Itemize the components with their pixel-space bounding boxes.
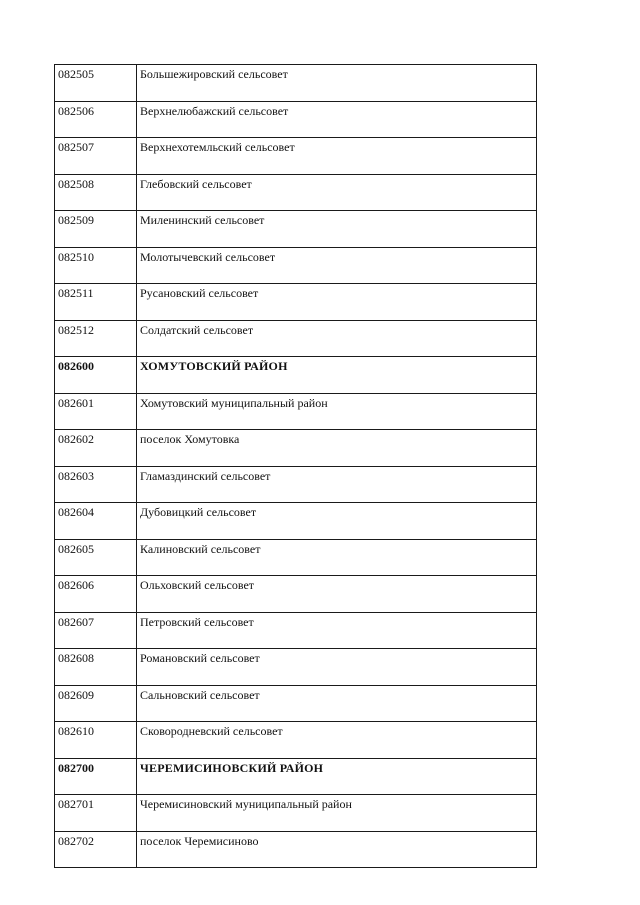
table-row: [55, 722, 537, 759]
table-row: [55, 831, 537, 868]
district-header-row: [55, 758, 537, 795]
table-row: [55, 685, 537, 722]
district-name: ХОМУТОВСКИЙ РАЙОН: [137, 357, 537, 394]
row-code: 082608: [55, 649, 137, 686]
row-name: Ольховский сельсовет: [137, 576, 537, 613]
row-name: Миленинский сельсовет: [137, 211, 537, 248]
table-row: [55, 393, 537, 430]
row-name: Русановский сельсовет: [137, 284, 537, 321]
row-name: поселок Черемисиново: [137, 831, 537, 868]
row-name: Верхнелюбажский сельсовет: [137, 101, 537, 138]
row-code: 082604: [55, 503, 137, 540]
row-code: 082607: [55, 612, 137, 649]
row-code: 082511: [55, 284, 137, 321]
row-name: Гламаздинский сельсовет: [137, 466, 537, 503]
table-row: [55, 101, 537, 138]
row-code: 082601: [55, 393, 137, 430]
row-code: 082506: [55, 101, 137, 138]
table-row: [55, 795, 537, 832]
district-code: 082600: [55, 357, 137, 394]
row-name: Калиновский сельсовет: [137, 539, 537, 576]
table-row: [55, 430, 537, 467]
row-code: 082508: [55, 174, 137, 211]
row-name: Черемисиновский муниципальный район: [137, 795, 537, 832]
table-row: [55, 320, 537, 357]
row-code: 082702: [55, 831, 137, 868]
row-code: 082602: [55, 430, 137, 467]
row-code: 082509: [55, 211, 137, 248]
row-name: Хомутовский муниципальный район: [137, 393, 537, 430]
table-row: [55, 284, 537, 321]
row-code: 082609: [55, 685, 137, 722]
table-row: [55, 503, 537, 540]
row-name: Молотычевский сельсовет: [137, 247, 537, 284]
table-row: [55, 612, 537, 649]
district-name: ЧЕРЕМИСИНОВСКИЙ РАЙОН: [137, 758, 537, 795]
table-row: [55, 649, 537, 686]
table-row: [55, 539, 537, 576]
row-name: Дубовицкий сельсовет: [137, 503, 537, 540]
table-row: [55, 65, 537, 102]
row-name: Сальновский сельсовет: [137, 685, 537, 722]
table-row: [55, 138, 537, 175]
row-name: Романовский сельсовет: [137, 649, 537, 686]
table-body: [55, 65, 537, 868]
row-code: 082603: [55, 466, 137, 503]
row-code: 082610: [55, 722, 137, 759]
row-name: поселок Хомутовка: [137, 430, 537, 467]
table-row: [55, 174, 537, 211]
district-code: 082700: [55, 758, 137, 795]
row-name: Большежировский сельсовет: [137, 65, 537, 102]
row-code: 082510: [55, 247, 137, 284]
table-row: [55, 211, 537, 248]
row-name: Петровский сельсовет: [137, 612, 537, 649]
row-code: 082606: [55, 576, 137, 613]
row-name: Глебовский сельсовет: [137, 174, 537, 211]
district-header-row: [55, 357, 537, 394]
table-row: [55, 576, 537, 613]
row-code: 082701: [55, 795, 137, 832]
row-name: Сковородневский сельсовет: [137, 722, 537, 759]
row-name: Солдатский сельсовет: [137, 320, 537, 357]
row-name: Верхнехотемльский сельсовет: [137, 138, 537, 175]
row-code: 082512: [55, 320, 137, 357]
row-code: 082507: [55, 138, 137, 175]
row-code: 082505: [55, 65, 137, 102]
row-code: 082605: [55, 539, 137, 576]
table-row: [55, 466, 537, 503]
table-row: [55, 247, 537, 284]
classifier-table: [54, 64, 537, 868]
